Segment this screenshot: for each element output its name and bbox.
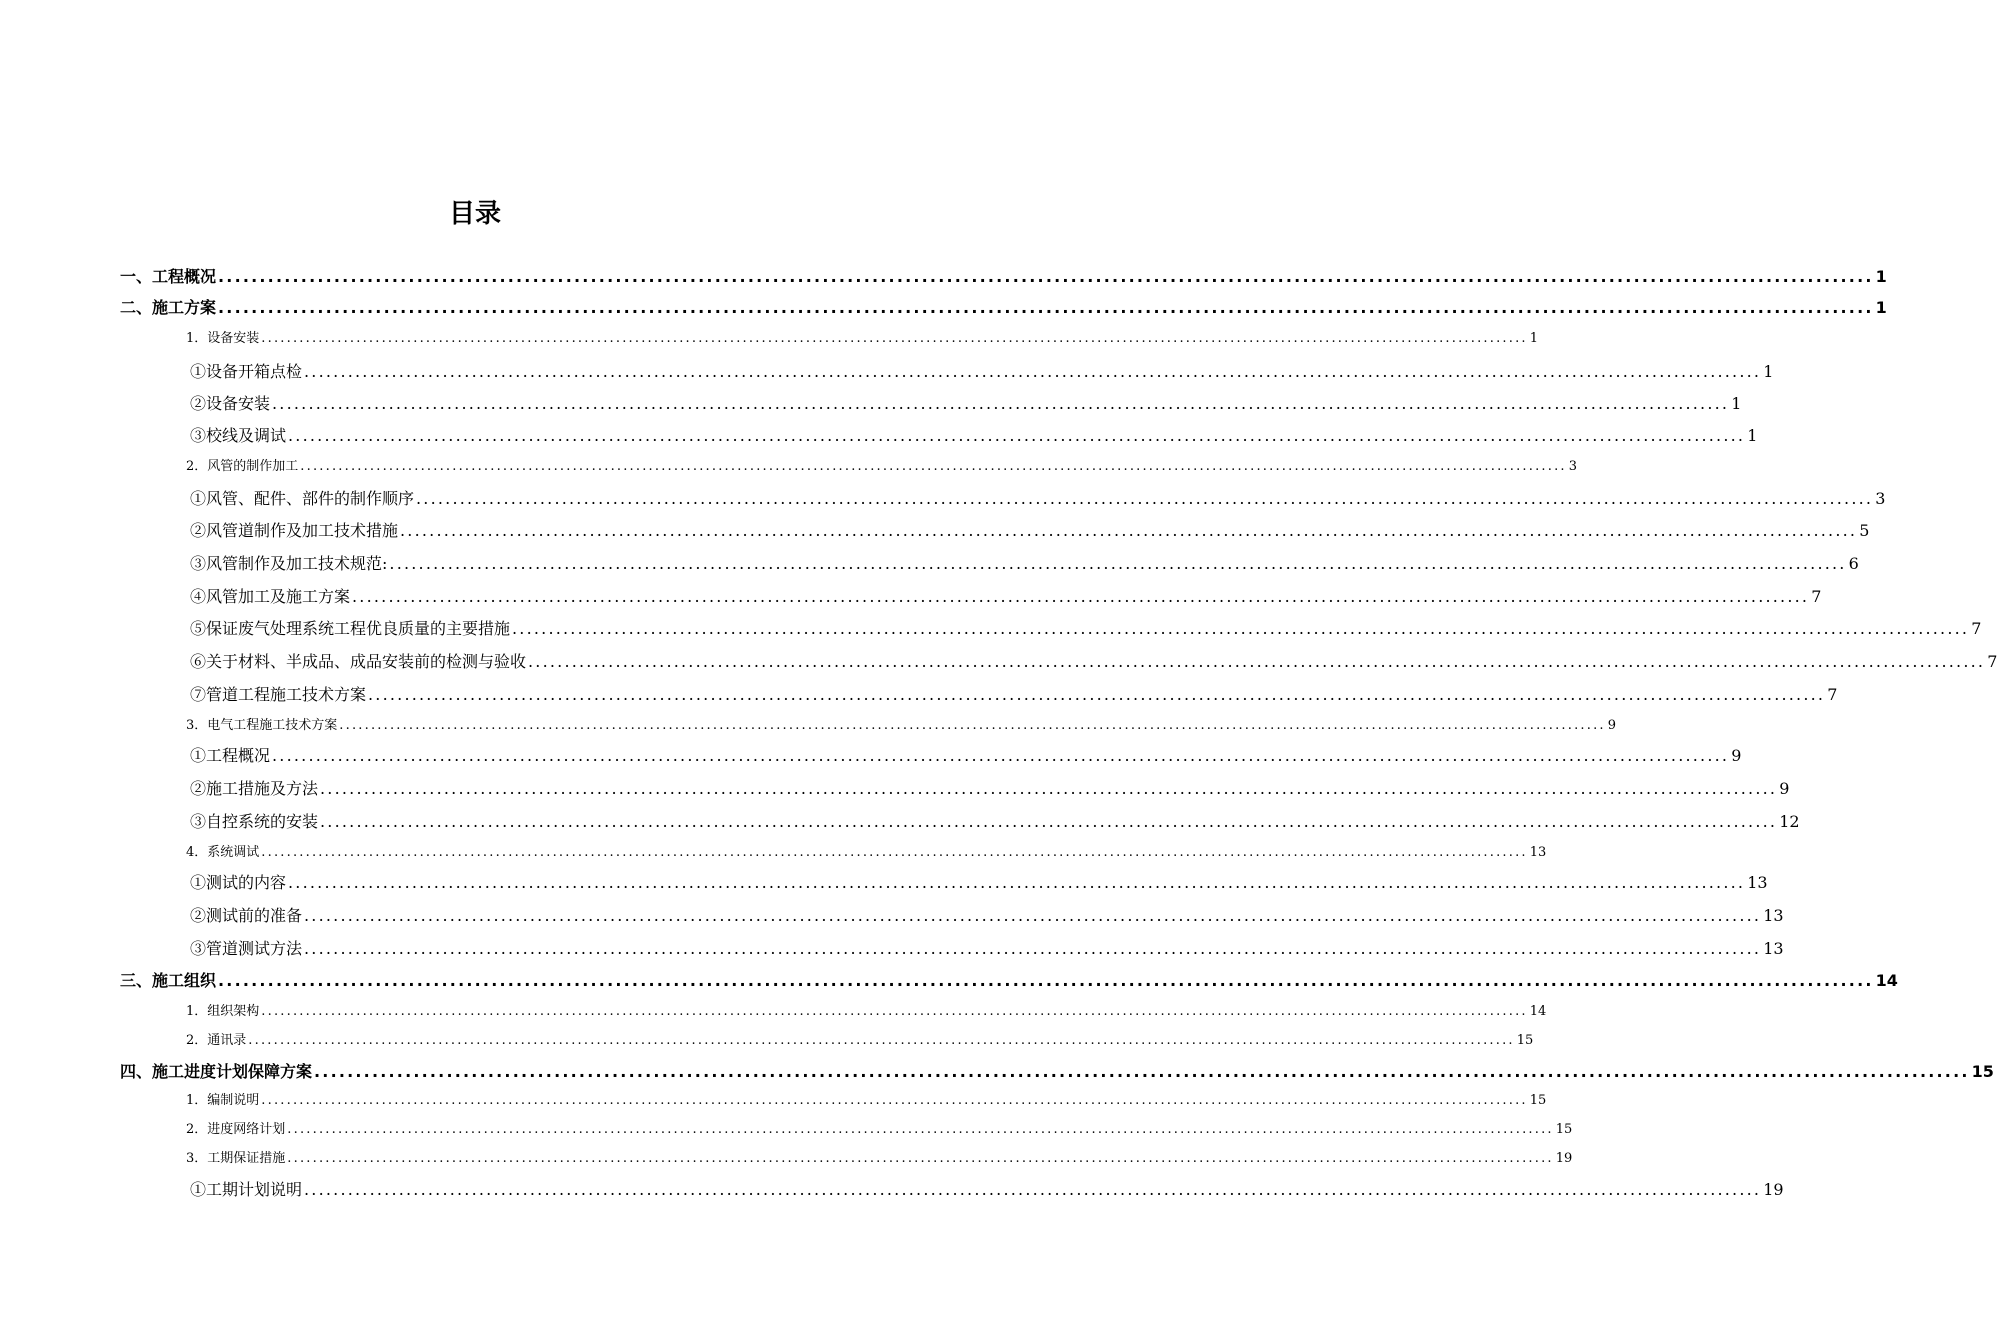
toc-entry-page-number: 13 — [1529, 845, 1547, 860]
toc-entry-label: ②测试前的准备 — [190, 906, 303, 925]
toc-entry-page-number: 19 — [1555, 1151, 1573, 1166]
toc-entry[interactable] — [120, 295, 1887, 321]
toc-entry-page-number: 14 — [1875, 971, 1898, 990]
toc-entry-page-number: 7 — [1971, 619, 1982, 638]
toc-entry-label: ①设备开箱点检 — [190, 362, 303, 381]
toc-entry-label: 2．风管的制作加工 — [186, 459, 299, 474]
page-title: 目录 — [448, 199, 501, 229]
toc-entry-page-number: 5 — [1859, 521, 1870, 540]
toc-entry[interactable] — [190, 423, 1758, 449]
toc-entry-label: ②施工措施及方法 — [190, 779, 319, 798]
toc-entry-page-number: 7 — [1827, 685, 1838, 704]
toc-entry-label: 4．系统调试 — [186, 845, 260, 860]
toc-entry[interactable] — [190, 616, 1982, 642]
toc-entry-page-number: 12 — [1779, 812, 1800, 831]
toc-entry-page-number: 7 — [1987, 652, 1997, 671]
toc-entry-label: 2．进度网络计划 — [186, 1122, 286, 1137]
toc-entry-label: ⑦管道工程施工技术方案 — [190, 685, 367, 704]
toc-entry-label: ④风管加工及施工方案 — [190, 587, 351, 606]
toc-entry-page-number: 3 — [1875, 489, 1886, 508]
toc-leader-dots: ........................................................................................................................................................................................................ — [261, 845, 1528, 860]
toc-leader-dots: ........................................................................................................................................................................................................ — [218, 971, 1874, 990]
toc-entry[interactable] — [186, 1030, 1534, 1052]
toc-entry[interactable] — [120, 968, 1898, 994]
toc-entry-label: 3．工期保证措施 — [186, 1151, 286, 1166]
toc-leader-dots: ........................................................................................................................................................................................................ — [261, 331, 1528, 346]
toc-entry-page-number: 14 — [1529, 1004, 1547, 1019]
toc-leader-dots: ........................................................................................................................................................................................................ — [339, 718, 1606, 733]
toc-entry[interactable] — [190, 809, 1800, 835]
toc-leader-dots: ........................................................................................................................................................................................................ — [272, 394, 1730, 413]
toc-entry-label: 二、施工方案 — [120, 298, 217, 317]
toc-entry-page-number: 15 — [1555, 1122, 1573, 1137]
toc-leader-dots: ........................................................................................................................................................................................................ — [320, 779, 1778, 798]
toc-entry[interactable] — [190, 391, 1742, 417]
toc-entry[interactable] — [190, 870, 1768, 896]
toc-leader-dots: ........................................................................................................................................................................................................ — [304, 906, 1762, 925]
toc-entry-label: ②设备安装 — [190, 394, 271, 413]
toc-leader-dots: ........................................................................................................................................................................................................ — [368, 685, 1826, 704]
toc-entry-label: ①风管、配件、部件的制作顺序 — [190, 489, 415, 508]
toc-entry-label: ①工期计划说明 — [190, 1180, 303, 1199]
toc-entry-page-number: 19 — [1763, 1180, 1784, 1199]
toc-leader-dots: ........................................................................................................................................................................................................ — [300, 459, 1567, 474]
toc-leader-dots: ........................................................................................................................................................................................................ — [272, 746, 1730, 765]
toc-leader-dots: ........................................................................................................................................................................................................ — [304, 362, 1762, 381]
toc-entry-label: ①工程概况 — [190, 746, 271, 765]
toc-entry[interactable] — [190, 1177, 1784, 1203]
toc-entry-label: ⑥关于材料、半成品、成品安装前的检测与验收 — [190, 652, 527, 671]
toc-leader-dots: ........................................................................................................................................................................................................ — [528, 652, 1986, 671]
toc-entry[interactable] — [190, 743, 1742, 769]
toc-entry[interactable] — [186, 715, 1617, 737]
toc-entry[interactable] — [186, 1090, 1547, 1112]
toc-leader-dots: ........................................................................................................................................................................................................ — [218, 298, 1874, 317]
toc-entry-page-number: 6 — [1848, 554, 1859, 573]
toc-entry[interactable] — [190, 486, 1886, 512]
toc-leader-dots: ........................................................................................................................................................................................................ — [352, 587, 1810, 606]
toc-entry-page-number: 1 — [1875, 267, 1887, 286]
toc-entry[interactable] — [190, 649, 1997, 675]
toc-entry-label: ⑤保证废气处理系统工程优良质量的主要措施 — [190, 619, 511, 638]
toc-leader-dots: ........................................................................................................................................................................................................ — [389, 554, 1847, 573]
toc-leader-dots: ........................................................................................................................................................................................................ — [261, 1004, 1528, 1019]
toc-leader-dots: ........................................................................................................................................................................................................ — [288, 426, 1746, 445]
toc-entry-page-number: 1 — [1763, 362, 1774, 381]
toc-entry[interactable] — [190, 903, 1784, 929]
toc-entry[interactable] — [190, 584, 1822, 610]
toc-leader-dots: ........................................................................................................................................................................................................ — [287, 1122, 1554, 1137]
toc-entry[interactable] — [186, 842, 1547, 864]
toc-entry-label: 四、施工进度计划保障方案 — [120, 1062, 313, 1081]
toc-entry-label: 1．设备安装 — [186, 331, 260, 346]
toc-entry-label: ③自控系统的安装 — [190, 812, 319, 831]
toc-entry-page-number: 15 — [1529, 1093, 1547, 1108]
toc-entry-label: ③风管制作及加工技术规范: — [190, 554, 388, 573]
toc-leader-dots: ........................................................................................................................................................................................................ — [304, 1180, 1762, 1199]
toc-entry[interactable] — [190, 682, 1838, 708]
toc-entry-page-number: 13 — [1747, 873, 1768, 892]
toc-leader-dots: ........................................................................................................................................................................................................ — [320, 812, 1778, 831]
toc-entry-label: 三、施工组织 — [120, 971, 217, 990]
toc-leader-dots: ........................................................................................................................................................................................................ — [287, 1151, 1554, 1166]
toc-entry-label: ③校线及调试 — [190, 426, 287, 445]
toc-leader-dots: ........................................................................................................................................................................................................ — [314, 1062, 1970, 1081]
toc-entry[interactable] — [120, 1059, 1994, 1085]
toc-entry[interactable] — [190, 359, 1774, 385]
toc-leader-dots: ........................................................................................................................................................................................................ — [304, 939, 1762, 958]
toc-entry[interactable] — [190, 936, 1784, 962]
toc-entry-label: ①测试的内容 — [190, 873, 287, 892]
toc-leader-dots: ........................................................................................................................................................................................................ — [512, 619, 1970, 638]
toc-entry[interactable] — [186, 1001, 1547, 1023]
toc-leader-dots: ........................................................................................................................................................................................................ — [416, 489, 1874, 508]
toc-entry-page-number: 9 — [1779, 779, 1790, 798]
toc-entry-page-number: 9 — [1607, 718, 1617, 733]
toc-entry-page-number: 1 — [1747, 426, 1758, 445]
toc-leader-dots: ........................................................................................................................................................................................................ — [288, 873, 1746, 892]
toc-entry-label: 1．编制说明 — [186, 1093, 260, 1108]
toc-entry-label: 一、工程概况 — [120, 267, 217, 286]
toc-entry[interactable] — [186, 456, 1578, 478]
toc-entry-page-number: 13 — [1763, 939, 1784, 958]
toc-entry-label: 1．组织架构 — [186, 1004, 260, 1019]
toc-entry-page-number: 9 — [1731, 746, 1742, 765]
toc-entry-page-number: 1 — [1731, 394, 1742, 413]
toc-entry-label: 2．通讯录 — [186, 1033, 247, 1048]
toc-entry-label: ③管道测试方法 — [190, 939, 303, 958]
toc-entry[interactable] — [120, 264, 1887, 290]
toc-entry-page-number: 15 — [1516, 1033, 1534, 1048]
toc-entry[interactable] — [190, 776, 1790, 802]
toc-entry[interactable] — [186, 328, 1539, 350]
toc-leader-dots: ........................................................................................................................................................................................................ — [218, 267, 1874, 286]
toc-leader-dots: ........................................................................................................................................................................................................ — [261, 1093, 1528, 1108]
toc-entry-label: 3．电气工程施工技术方案 — [186, 718, 338, 733]
toc-entry-label: ②风管道制作及加工技术措施 — [190, 521, 399, 540]
toc-leader-dots: ........................................................................................................................................................................................................ — [248, 1033, 1515, 1048]
toc-entry-page-number: 1 — [1875, 298, 1887, 317]
toc-entry-page-number: 3 — [1568, 459, 1578, 474]
toc-entry[interactable] — [186, 1148, 1573, 1170]
toc-entry-page-number: 7 — [1811, 587, 1822, 606]
toc-leader-dots: ........................................................................................................................................................................................................ — [400, 521, 1858, 540]
toc-entry[interactable] — [190, 551, 1859, 577]
toc-entry-page-number: 15 — [1971, 1062, 1994, 1081]
toc-entry[interactable] — [186, 1119, 1573, 1141]
toc-entry-page-number: 1 — [1529, 331, 1539, 346]
toc-entry-page-number: 13 — [1763, 906, 1784, 925]
toc-entry[interactable] — [190, 518, 1870, 544]
